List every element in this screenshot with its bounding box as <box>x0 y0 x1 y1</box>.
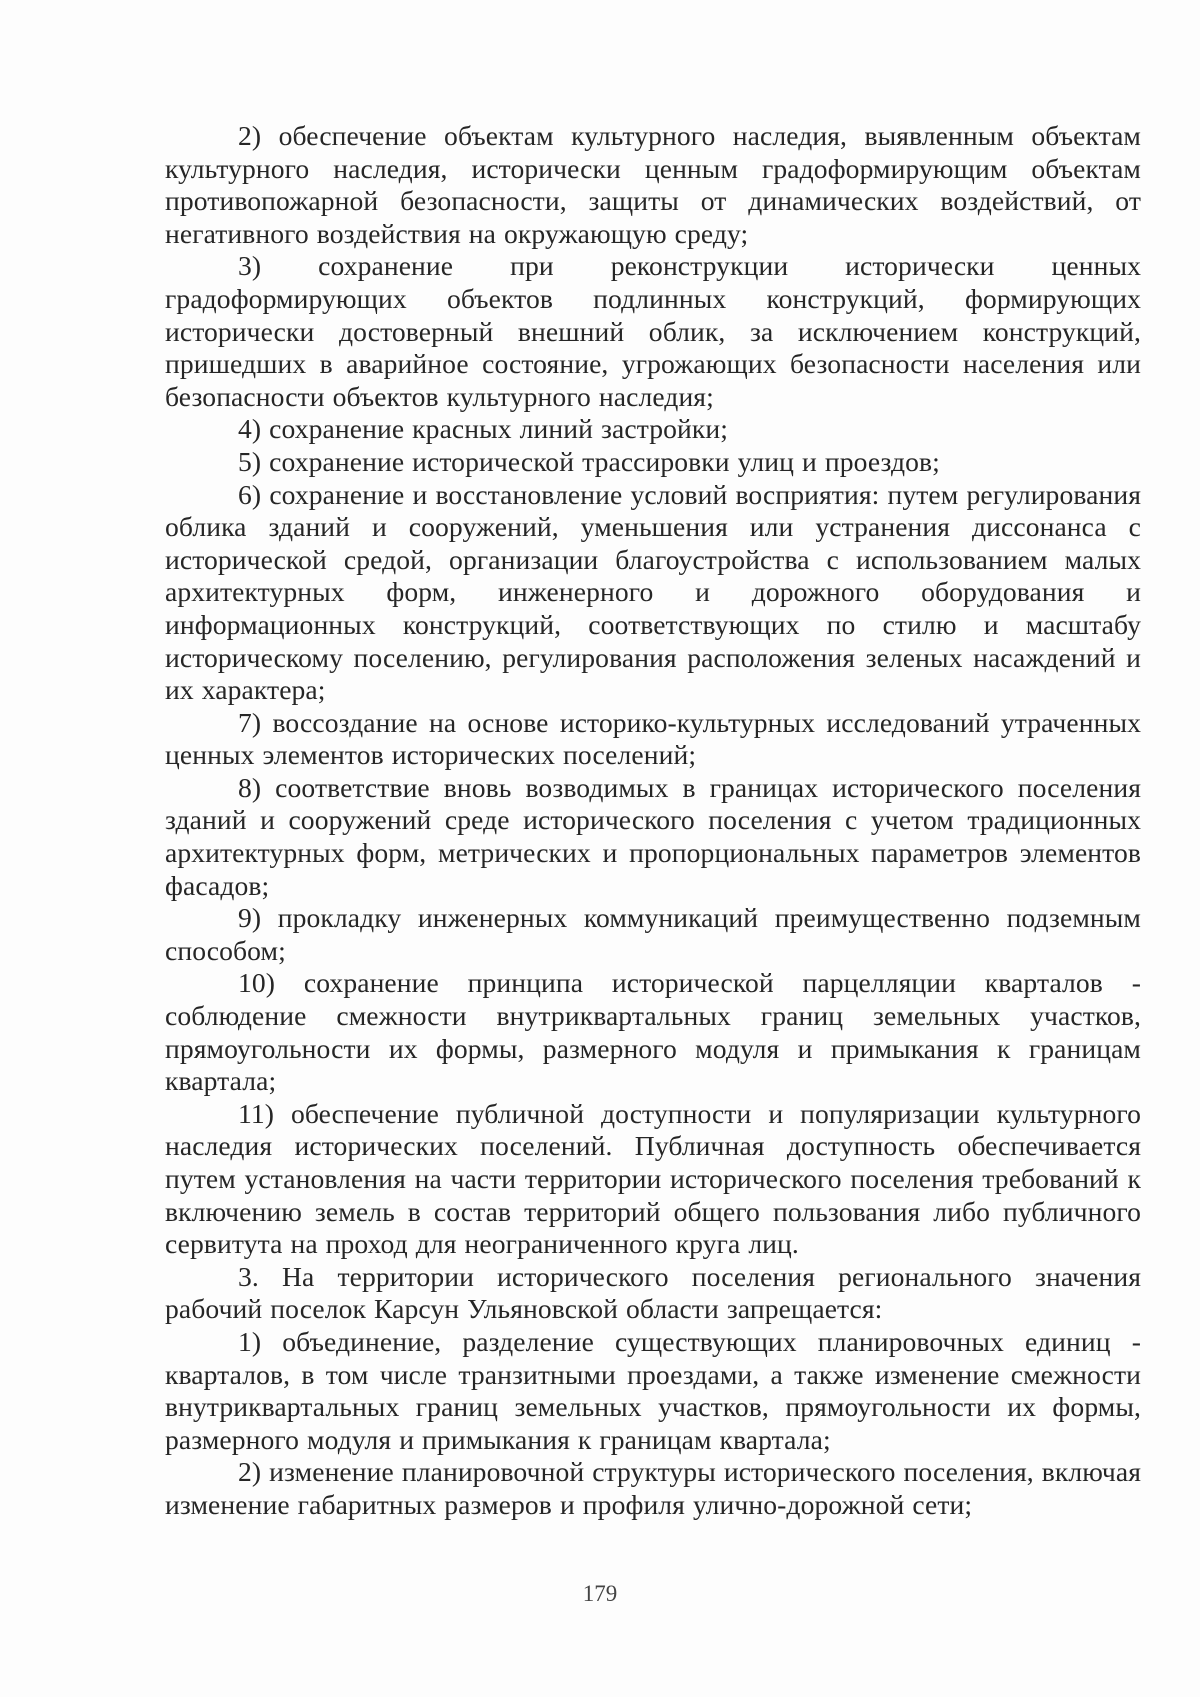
paragraph-item-9-utilities: 9) прокладку инженерных коммуникаций преимущественно подземным способом; <box>165 902 1141 966</box>
paragraph-item-10-parcelling: 10) сохранение принципа исторической парцелляции кварталов - соблюдение смежности внутриквартальных границ земельных участков, прямоугольности их формы, размерного модуля и примыкания к границам квартала; <box>165 967 1141 1097</box>
paragraph-item-4-red-lines: 4) сохранение красных линий застройки; <box>238 413 729 445</box>
paragraph-item-8-conformity: 8) соответствие вновь возводимых в границах исторического поселения зданий и сооружений среде исторического поселения с учетом традиционных архитектурных форм, метрических и пропорциональных параметров элементов фасадов; <box>165 771 1141 901</box>
paragraph-item-5-street-tracing: 5) сохранение исторической трассировки улиц и проездов; <box>238 445 940 477</box>
paragraph-item-2-fire-safety: 2) обеспечение объектам культурного наследия, выявленным объектам культурного наследия, исторически ценным градоформирующим объектам противопожарной безопасности, защиты от динамических воздействий, от негативного воздействия на окружающую среду; <box>165 120 1141 249</box>
paragraph-prohibition-2-planning-structure: 2) изменение планировочной структуры исторического поселения, включая изменение габаритных размеров и профиля улично-дорожной сети; <box>165 1456 1142 1520</box>
page-number: 179 <box>582 1581 618 1606</box>
document-body <box>165 120 1141 1522</box>
paragraph-item-11-public-access: 11) обеспечение публичной доступности и популяризации культурного наследия исторических поселений. Публичная доступность обеспечивается путем установления на части территории исторического поселения требований к включению земель в состав территорий общего пользования либо публичного сервитута на проход для неограниченного круга лиц. <box>165 1097 1141 1260</box>
paragraph-item-6-perception-conditions: 6) сохранение и восстановление условий восприятия: путем регулирования облика зданий и сооружений, уменьшения или устранения диссонанса с исторической средой, организации благоустройства с использованием малых архитектурных форм, инженерного и дорожного оборудования и информационных конструкций, соответствующих по стилю и масштабу историческому поселению, регулирования расположения зеленых насаждений и их характера; <box>165 478 1141 706</box>
paragraph-item-3-authentic-structures: 3) сохранение при реконструкции исторически ценных градоформирующих объектов подлинных конструкций, формирующих исторически достоверный внешний облик, за исключением конструкций, пришедших в аварийное состояние, угрожающих безопасности населения или безопасности объектов культурного наследия; <box>165 250 1141 412</box>
paragraph-prohibition-1-quarters: 1) объединение, разделение существующих планировочных единиц - кварталов, в том числе транзитными проездами, а также изменение смежности внутриквартальных границ земельных участков, прямоугольности их формы, размерного модуля и примыкания к границам квартала; <box>165 1325 1141 1455</box>
paragraph-item-7-recreation: 7) воссоздание на основе историко-культурных исследований утраченных ценных элементов исторических поселений; <box>165 706 1141 771</box>
paragraph-section-3-prohibitions: 3. На территории исторического поселения регионального значения рабочий поселок Карсун Ульяновской области запрещается: <box>165 1260 1141 1325</box>
